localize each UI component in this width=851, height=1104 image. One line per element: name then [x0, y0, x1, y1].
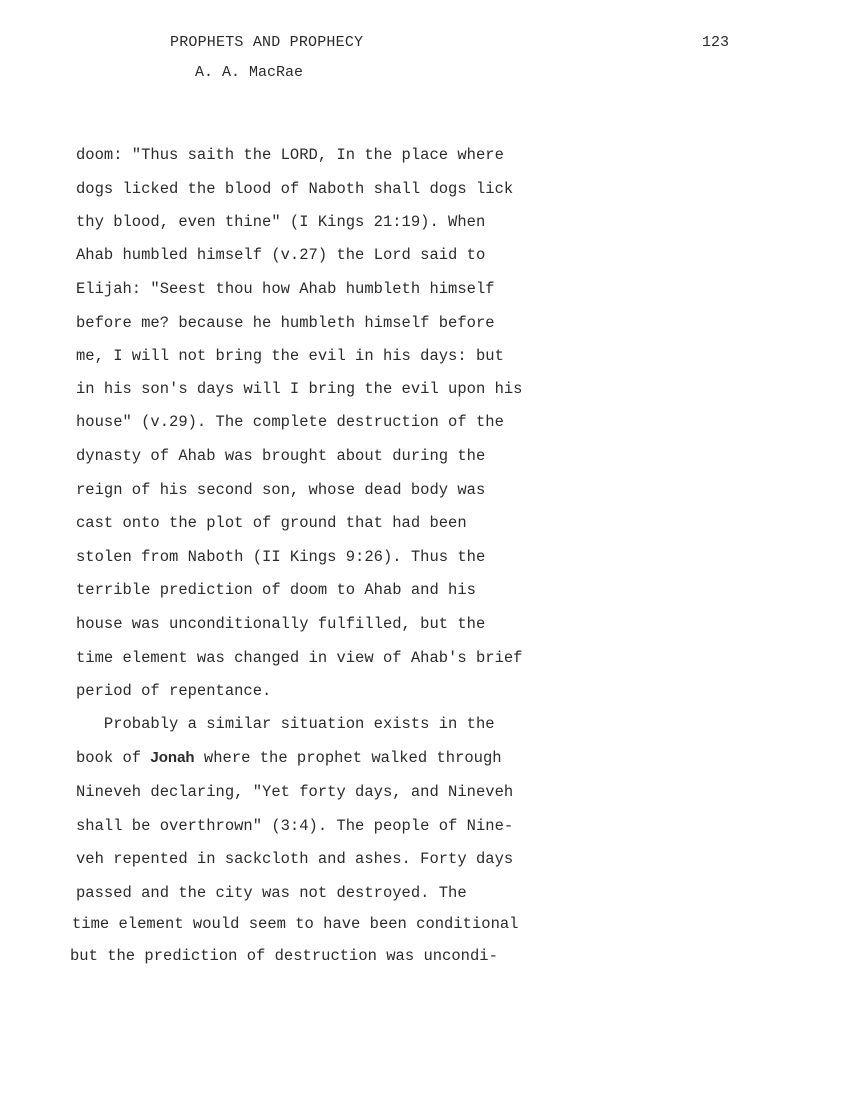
text-line-with-emphasis — [76, 748, 502, 768]
text-line: cast onto the plot of ground that had been — [76, 514, 467, 532]
text-line: dynasty of Ahab was brought about during the — [76, 447, 486, 465]
text-line: period of repentance. — [76, 682, 272, 700]
text-line: doom: "Thus saith the LORD, In the place where — [76, 146, 504, 164]
text-line: in his son's days will I bring the evil upon his — [76, 380, 523, 398]
text-line: veh repented in sackcloth and ashes. Forty days — [76, 850, 514, 868]
paragraph-start-line: Probably a similar situation exists in the — [76, 715, 495, 733]
text-line: shall be overthrown" (3:4). The people of Nine- — [76, 817, 514, 835]
text-line: dogs licked the blood of Naboth shall dogs lick — [76, 180, 514, 198]
text-line: time element would seem to have been conditional — [72, 915, 519, 933]
page-number: 123 — [702, 34, 730, 51]
text-line: house was unconditionally fulfilled, but the — [76, 615, 486, 633]
text-line: time element was changed in view of Ahab's brief — [76, 649, 523, 667]
text-line: before me? because he humbleth himself before — [76, 314, 495, 332]
text-line: Ahab humbled himself (v.27) the Lord said to — [76, 246, 486, 264]
text-line: but the prediction of destruction was uncondi- — [70, 947, 498, 965]
text-line: Nineveh declaring, "Yet forty days, and Nineveh — [76, 783, 514, 801]
text-segment: book of — [76, 749, 151, 767]
text-line: passed and the city was not destroyed. The — [76, 884, 467, 902]
text-line: stolen from Naboth (II Kings 9:26). Thus the — [76, 548, 486, 566]
text-line: Elijah: "Seest thou how Ahab humbleth himself — [76, 280, 495, 298]
text-line: reign of his second son, whose dead body was — [76, 481, 486, 499]
text-line: me, I will not bring the evil in his days: but — [76, 347, 504, 365]
text-line: terrible prediction of doom to Ahab and his — [76, 581, 476, 599]
author-name: A. A. MacRae — [195, 64, 304, 81]
running-title: PROPHETS AND PROPHECY — [170, 34, 364, 51]
text-segment: where the prophet walked through — [194, 749, 502, 767]
emphasized-word: Jonah — [150, 749, 195, 766]
text-line: thy blood, even thine" (I Kings 21:19). When — [76, 213, 486, 231]
text-line: house" (v.29). The complete destruction of the — [76, 413, 504, 431]
